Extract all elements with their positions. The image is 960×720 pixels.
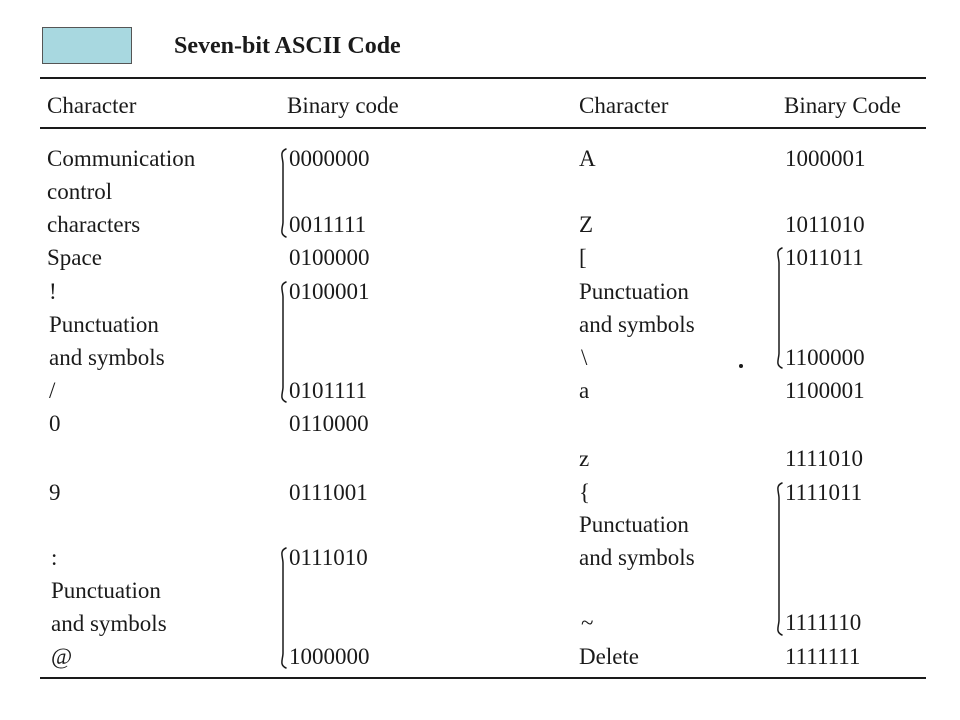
right-character: Punctuation xyxy=(579,279,689,304)
range-bracket xyxy=(770,247,784,369)
left-binary-code: 0111010 xyxy=(289,545,368,570)
right-binary-code: 1011011 xyxy=(785,245,864,270)
left-binary-code: 0110000 xyxy=(289,411,369,436)
left-character: Communication xyxy=(47,146,196,171)
left-character: Punctuation xyxy=(51,578,161,603)
range-bracket xyxy=(276,148,288,238)
right-character: { xyxy=(579,480,591,505)
left-binary-code: 0111001 xyxy=(289,480,368,505)
left-binary-code: 0100000 xyxy=(289,245,370,270)
left-binary-code: 0000000 xyxy=(289,146,370,171)
header-binary-code-right: Binary Code xyxy=(784,93,901,118)
left-binary-code: 0011111 xyxy=(289,212,367,237)
right-binary-code: 1111011 xyxy=(785,480,863,505)
right-binary-code: 1111111 xyxy=(785,644,861,669)
range-bracket xyxy=(276,281,288,403)
right-character: and symbols xyxy=(579,312,695,337)
left-binary-code: 0101111 xyxy=(289,378,367,403)
table-top-rule xyxy=(40,77,926,79)
left-character: and symbols xyxy=(51,611,167,636)
header-character-left: Character xyxy=(47,93,137,118)
right-binary-code: 1111110 xyxy=(785,610,862,635)
stray-dot xyxy=(739,364,743,368)
left-character: : xyxy=(51,545,58,570)
header-character-right: Character xyxy=(579,93,669,118)
right-character: Punctuation xyxy=(579,512,689,537)
header-binary-code-left: Binary code xyxy=(287,93,399,118)
table-header-rule xyxy=(40,127,926,129)
right-binary-code: 1111010 xyxy=(785,446,863,471)
range-bracket xyxy=(770,482,784,636)
right-character: A xyxy=(579,146,596,171)
left-character: / xyxy=(49,378,56,403)
left-character: and symbols xyxy=(49,345,165,370)
left-binary-code: 1000000 xyxy=(289,644,370,669)
right-character: z xyxy=(579,446,590,471)
left-character: control xyxy=(47,179,113,204)
right-binary-code: 1100001 xyxy=(785,378,865,403)
right-binary-code: 1000001 xyxy=(785,146,866,171)
right-character: a xyxy=(579,378,590,403)
right-character: Delete xyxy=(579,644,640,669)
left-character: 0 xyxy=(49,411,61,436)
right-character: and symbols xyxy=(579,545,695,570)
right-binary-code: 1011010 xyxy=(785,212,865,237)
right-binary-code: 1100000 xyxy=(785,345,865,370)
left-character: characters xyxy=(47,212,141,237)
range-bracket xyxy=(276,547,288,669)
left-character: Space xyxy=(47,245,102,270)
slide-title: Seven-bit ASCII Code xyxy=(174,33,401,59)
color-swatch xyxy=(42,27,132,64)
left-character: ! xyxy=(49,279,57,304)
table-bottom-rule xyxy=(40,677,926,679)
right-character: ~ xyxy=(581,610,594,635)
left-binary-code: 0100001 xyxy=(289,279,370,304)
right-character: \ xyxy=(581,345,588,370)
left-character: Punctuation xyxy=(49,312,159,337)
right-character: Z xyxy=(579,212,594,237)
left-character: 9 xyxy=(49,480,61,505)
right-character: [ xyxy=(579,245,587,270)
left-character: @ xyxy=(51,644,73,669)
